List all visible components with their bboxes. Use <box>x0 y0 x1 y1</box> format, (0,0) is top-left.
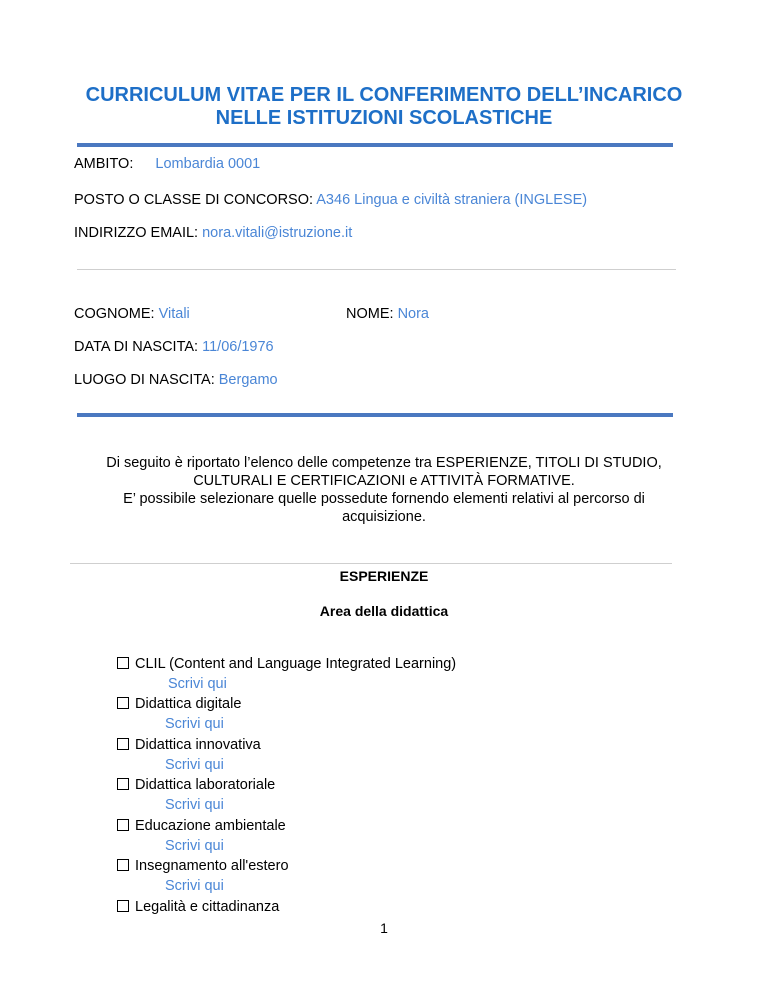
checkbox-item-insegnamento-estero[interactable] <box>117 858 289 874</box>
item-label: Insegnamento all'estero <box>135 858 289 874</box>
scrivi-qui-link-educazione-ambientale[interactable]: Scrivi qui <box>165 838 224 854</box>
cognome-field <box>74 306 190 322</box>
cognome-value[interactable]: Vitali <box>158 306 190 322</box>
checkbox-icon[interactable] <box>117 657 129 669</box>
checkbox-item-educazione-ambientale[interactable] <box>117 818 286 834</box>
ambito-label: AMBITO: <box>74 156 134 172</box>
intro-text <box>70 454 698 526</box>
checkbox-icon[interactable] <box>117 859 129 871</box>
posto-value[interactable]: A346 Lingua e civiltà straniera (INGLESE) <box>316 192 588 208</box>
ambito-value[interactable]: Lombardia 0001 <box>155 156 261 172</box>
scrivi-qui-link-didattica-innovativa[interactable]: Scrivi qui <box>165 757 224 773</box>
intro-line-4: acquisizione. <box>342 509 426 525</box>
intro-line-1: Di seguito è riportato l’elenco delle competenze tra ESPERIENZE, TITOLI DI STUDIO, <box>106 455 662 471</box>
checkbox-item-didattica-digitale[interactable] <box>117 696 241 712</box>
email-field <box>74 225 352 241</box>
checkbox-icon[interactable] <box>117 697 129 709</box>
page-number: 1 <box>380 920 388 936</box>
item-label: Educazione ambientale <box>135 818 286 834</box>
nome-field <box>346 306 429 322</box>
checkbox-icon[interactable] <box>117 819 129 831</box>
document-title <box>0 84 768 130</box>
checkbox-item-didattica-innovativa[interactable] <box>117 737 261 753</box>
title-divider <box>77 143 673 147</box>
scrivi-qui-link-insegnamento-estero[interactable]: Scrivi qui <box>165 878 224 894</box>
ambito-field <box>74 156 260 172</box>
section-title: ESPERIENZE <box>339 568 429 584</box>
personal-divider <box>77 269 676 270</box>
checkbox-icon[interactable] <box>117 738 129 750</box>
cognome-label: COGNOME: <box>74 306 155 322</box>
section-divider <box>77 413 673 417</box>
title-line-1: CURRICULUM VITAE PER IL CONFERIMENTO DELL’INCARICO <box>85 84 683 106</box>
experience-divider <box>70 563 672 564</box>
luogo-nascita-label: LUOGO DI NASCITA: <box>74 372 215 388</box>
item-label: Didattica innovativa <box>135 737 261 753</box>
checkbox-icon[interactable] <box>117 778 129 790</box>
scrivi-qui-link-didattica-digitale[interactable]: Scrivi qui <box>165 716 224 732</box>
luogo-nascita-field <box>74 372 278 388</box>
section-subtitle: Area della didattica <box>319 603 449 619</box>
item-label: Didattica digitale <box>135 696 242 712</box>
scrivi-qui-link-clil[interactable]: Scrivi qui <box>168 676 227 692</box>
data-nascita-field <box>74 339 274 355</box>
item-label: Legalità e cittadinanza <box>135 899 280 915</box>
intro-line-3: E’ possibile selezionare quelle possedute fornendo elementi relativi al percorso di <box>123 491 645 507</box>
checkbox-item-legalita-cittadinanza[interactable] <box>117 899 279 915</box>
nome-value[interactable]: Nora <box>397 306 429 322</box>
posto-field <box>74 192 587 208</box>
email-label: INDIRIZZO EMAIL: <box>74 225 199 241</box>
luogo-nascita-value[interactable]: Bergamo <box>218 372 278 388</box>
nome-label: NOME: <box>346 306 394 322</box>
intro-line-2: CULTURALI E CERTIFICAZIONI e ATTIVITÀ FORMATIVE. <box>193 473 575 489</box>
item-label: CLIL (Content and Language Integrated Learning) <box>135 656 457 672</box>
title-line-2: NELLE ISTITUZIONI SCOLASTICHE <box>215 107 553 129</box>
email-value[interactable]: nora.vitali@istruzione.it <box>202 225 353 241</box>
checkbox-icon[interactable] <box>117 900 129 912</box>
posto-label: POSTO O CLASSE DI CONCORSO: <box>74 192 314 208</box>
checkbox-item-clil[interactable] <box>117 656 456 672</box>
data-nascita-value[interactable]: 11/06/1976 <box>202 339 274 355</box>
checkbox-item-didattica-laboratoriale[interactable] <box>117 777 275 793</box>
data-nascita-label: DATA DI NASCITA: <box>74 339 199 355</box>
item-label: Didattica laboratoriale <box>135 777 276 793</box>
scrivi-qui-link-didattica-laboratoriale[interactable]: Scrivi qui <box>165 797 224 813</box>
